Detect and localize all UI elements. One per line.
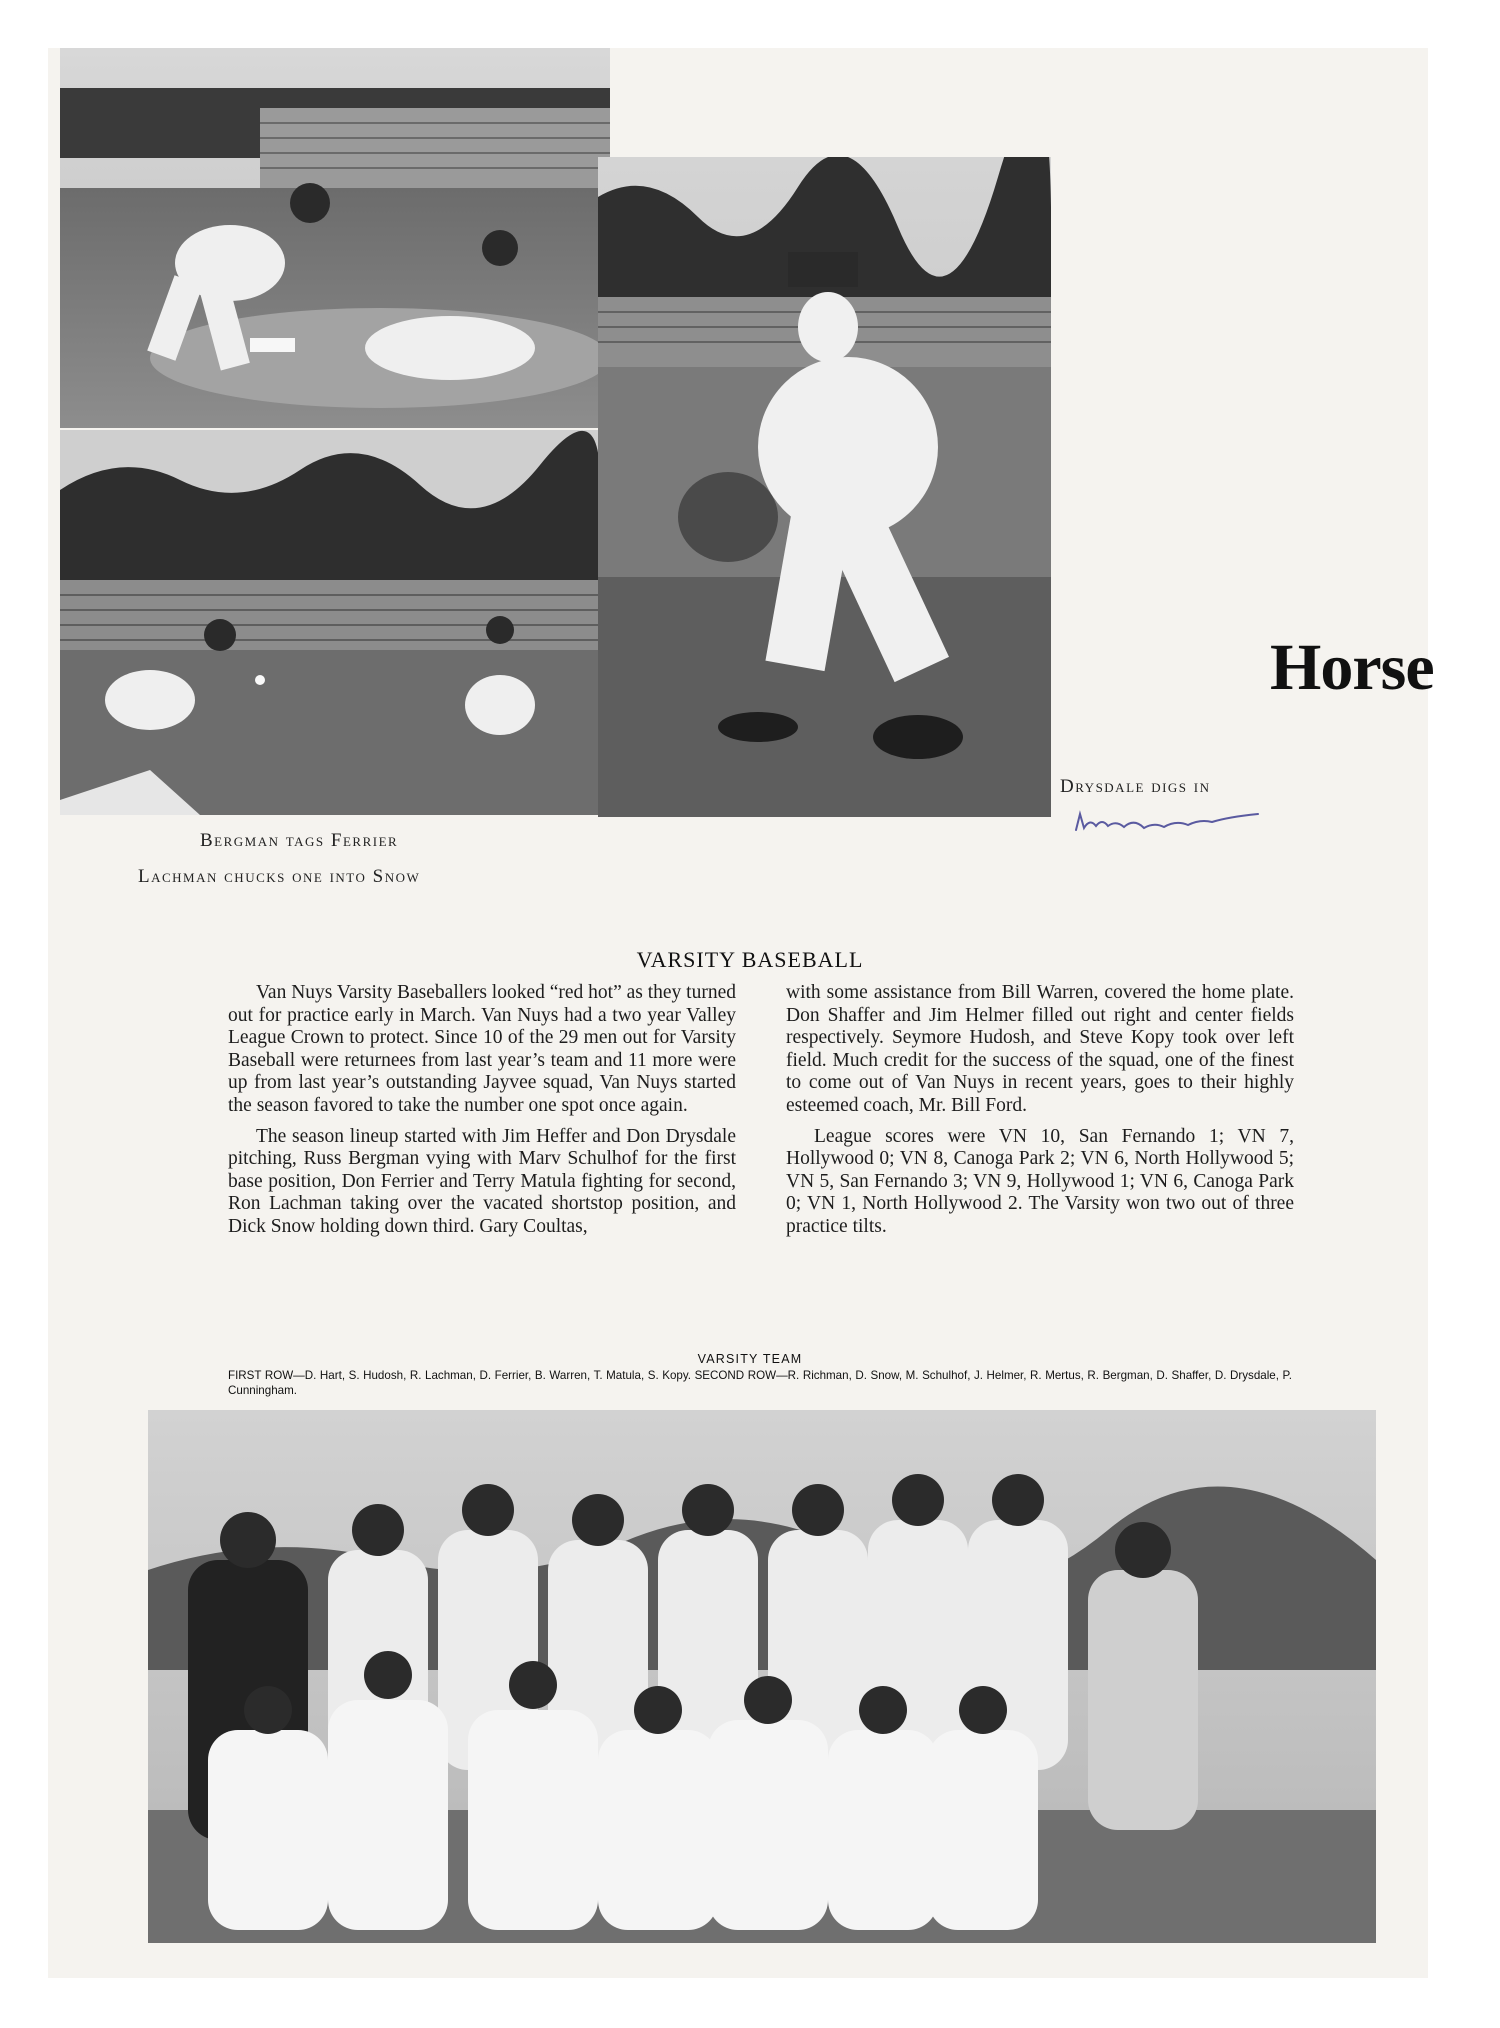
photo-bergman-tags-ferrier xyxy=(60,48,610,428)
caption-lachman: Lachman chucks one into Snow xyxy=(138,866,421,887)
caption-drysdale: Drysdale digs in xyxy=(1060,776,1211,797)
team-caption: FIRST ROW—D. Hart, S. Hudosh, R. Lachman, D. Ferrier, B. Warren, T. Matula, S. Kopy. SECOND ROW—R. Richman, D. Snow, M. Schulhof, J. Helmer, R. Mertus, R. Bergman, D. Shaffer, D. Drysdale, P. Cunningham. xyxy=(228,1369,1292,1397)
side-heading: Horse xyxy=(1270,631,1434,704)
article-left-column xyxy=(228,982,736,1247)
paragraph: with some assistance from Bill Warren, covered the home plate. Don Shaffer and Jim Helmer filled out right and center fields respectively. Seymore Hudosh, and Steve Kopy took over left field. Much credit for the success of the squad, one of the finest to come out of Van Nuys in recent years, goes to their highly esteemed coach, Mr. Bill Ford. xyxy=(786,982,1294,1116)
photo-drysdale-digs-in xyxy=(598,157,1051,817)
team-title: VARSITY TEAM xyxy=(697,1352,803,1366)
article-title: VARSITY BASEBALL xyxy=(636,947,864,972)
article-right-column xyxy=(786,982,1294,1247)
paragraph: Van Nuys Varsity Baseballers looked “red hot” as they turned out for practice early in March. Van Nuys had a two year Valley League Crown to protect. Since 10 of the 29 men out for Varsity Baseball were returnees from last year’s team and 11 more were up from last year’s outstanding Jayvee squad, Van Nuys started the season favored to take the number one spot once again. xyxy=(228,982,736,1116)
caption-bergman: Bergman tags Ferrier xyxy=(200,830,399,851)
photo-varsity-team xyxy=(148,1410,1376,1943)
autograph-signature xyxy=(1072,800,1272,840)
paragraph: League scores were VN 10, San Fernando 1; VN 7, Hollywood 0; VN 8, Canoga Park 2; VN 6, North Hollywood 5; VN 5, San Fernando 3; VN 9, Hollywood 1; VN 6, Canoga Park 0; VN 1, North Hollywood 2. The Varsity won two out of three practice tilts. xyxy=(786,1125,1294,1237)
photo-lachman-chucks-into-snow xyxy=(60,430,600,815)
paragraph: The season lineup started with Jim Heffer and Don Drysdale pitching, Russ Bergman vying with Marv Schulhof for the first base position, Don Ferrier and Terry Matula fighting for second, Ron Lachman taking over the vacated shortstop position, and Dick Snow holding down third. Gary Coultas, xyxy=(228,1125,736,1237)
